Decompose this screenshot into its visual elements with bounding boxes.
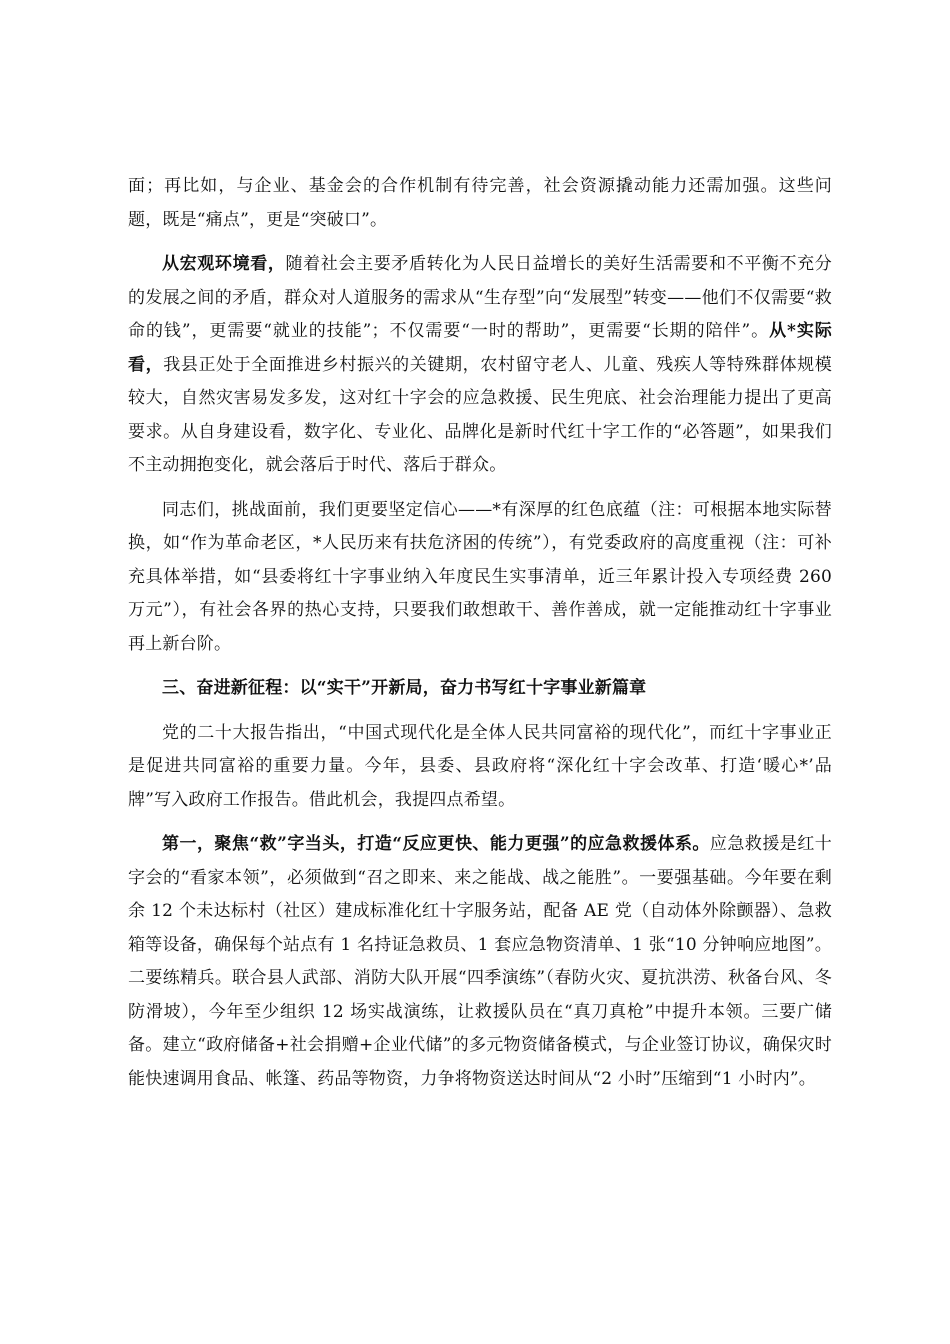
paragraph-text: 面；再比如，与企业、基金会的合作机制有待完善，社会资源撬动能力还需加强。这些问题，既是“痛点”，更是“突破口”。 bbox=[128, 176, 832, 230]
section-heading bbox=[128, 672, 832, 706]
paragraph-text: 党的二十大报告指出，“中国式现代化是全体人民共同富裕的现代化”，而红十字事业正是促进共同富裕的重要力量。今年，县委、县政府将“深化红十字会改革、打造‘暖心*’品牌”写入政府工作报告。借此机会，我提四点希望。 bbox=[128, 722, 832, 810]
document-page bbox=[128, 170, 832, 1096]
paragraph-confidence bbox=[128, 494, 832, 662]
section-heading-text: 三、奋进新征程：以“实干”开新局，奋力书写红十字事业新篇章 bbox=[162, 678, 647, 698]
paragraph-text: 应急救援是红十字会的“看家本领”，必须做到“召之即来、来之能战、战之能胜”。一要强基础。今年要在剩余 12 个未达标村（社区）建成标准化红十字服务站，配备 AE 党（自动体外除颤器）、急救箱等设备，确保每个站点有 1 名持证急救员、1 套应急物资清单、1 张“10 分钟响应地图”。二要练精兵。联合县人武部、消防大队开展“四季演练”（春防火灾、夏抗洪涝、秋备台风、冬防滑坡），今年至少组织 12 场实战演练，让救援队员在“真刀真枪”中提升本领。三要广储备。建立“政府储备+社会捐赠+企业代储”的多元物资储备模式，与企业签订协议，确保灾时能快速调用食品、帐篷、药品等物资，力争将物资送达时间从“2 小时”压缩到“1 小时内”。 bbox=[128, 834, 832, 1089]
paragraph-lead-bold: 从宏观环境看， bbox=[162, 254, 286, 274]
paragraph-macro-environment bbox=[128, 248, 832, 483]
paragraph-text: 同志们，挑战面前，我们更要坚定信心——*有深厚的红色底蕴（注：可根据本地实际替换，如“作为革命老区，*人民历来有扶危济困的传统”），有党委政府的高度重视（注：可补充具体举措，如“县委将红十字事业纳入年度民生实事清单，近三年累计投入专项经费 260 万元”），有社会各界的热心支持，只要我们敢想敢干、善作善成，就一定能推动红十字事业再上新台阶。 bbox=[128, 499, 832, 654]
paragraph-first-point bbox=[128, 828, 832, 1096]
paragraph-lead-bold-2: 从*实际看， bbox=[128, 321, 832, 375]
paragraph-text: 随着社会主要矛盾转化为人民日益增长的美好生活需要和不平衡不充分的发展之间的矛盾，群众对人道服务的需求从“生存型”向“发展型”转变——他们不仅需要“救命的钱”，更需要“就业的技能”；不仅需要“一时的帮助”，更需要“长期的陪伴”。 bbox=[128, 254, 833, 341]
paragraph-text-2: 我县正处于全面推进乡村振兴的关键期，农村留守老人、儿童、残疾人等特殊群体规模较大，自然灾害易发多发，这对红十字会的应急救援、民生兜底、社会治理能力提出了更高要求。从自身建设看，数字化、专业化、品牌化是新时代红十字工作的“必答题”，如果我们不主动拥抱变化，就会落后于时代、落后于群众。 bbox=[128, 354, 832, 475]
paragraph-continuation bbox=[128, 170, 832, 237]
paragraph-report-quote bbox=[128, 717, 832, 818]
paragraph-lead-bold: 第一，聚焦“救”字当头，打造“反应更快、能力更强”的应急救援体系。 bbox=[162, 834, 710, 854]
